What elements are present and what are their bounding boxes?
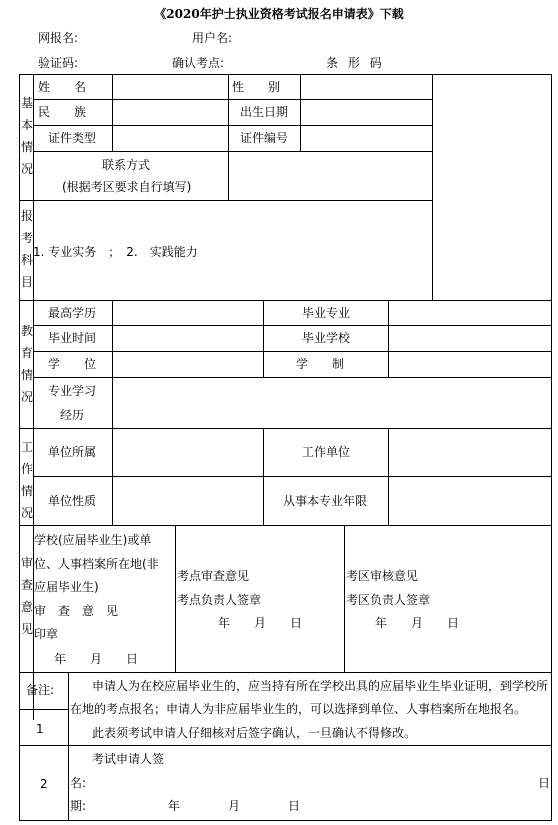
unit-label: 工作单位 [302, 445, 351, 459]
site-review-2: 考点负责人签章 [177, 593, 262, 607]
id-no-label: 证件编号 [240, 131, 289, 145]
degree-edu-label: 最高学历 [48, 306, 97, 320]
review-section-frame [19, 525, 552, 673]
id-no-field[interactable] [301, 126, 432, 151]
ethnicity-label: 民 族 [38, 105, 87, 119]
education-section-label: 教育情况 [20, 324, 33, 404]
ethnicity-field[interactable] [113, 100, 228, 125]
note-line-3: 此表须考试申请人仔细核对后签字确认，一旦确认不得修改。 [92, 726, 417, 740]
system-label: 学 制 [296, 357, 345, 371]
gender-field[interactable] [301, 75, 432, 99]
grad-school-label: 毕业学校 [302, 331, 351, 345]
captcha-label: 验证码: [38, 56, 79, 70]
contact-note: (根据考区要求自行填写) [62, 180, 192, 194]
note-line-2: 在地的考点报名；申请人为非应届毕业生的，可以选择到单位、人事档案所在地报名。 [70, 702, 527, 716]
note-number-2: 2 [40, 777, 48, 791]
school-review-3: 应届毕业生) [34, 580, 99, 594]
school-review-4: 审 查 意 见 [34, 604, 119, 618]
degree-label: 学 位 [48, 357, 97, 371]
sign-label: 考试申请人签 [92, 752, 165, 766]
sign-name-field[interactable] [92, 770, 532, 792]
site-review-1: 考点审查意见 [177, 569, 250, 583]
major-field[interactable] [389, 301, 551, 325]
area-review-2: 考区负责人签章 [346, 593, 431, 607]
degree-field[interactable] [113, 352, 263, 377]
system-field[interactable] [389, 352, 551, 377]
gender-label: 性 别 [232, 80, 281, 94]
id-type-field[interactable] [113, 126, 228, 151]
id-type-label: 证件类型 [48, 131, 97, 145]
note-line-1: 申请人为在校应届毕业生的，应当持有所在学校出具的应届毕业生毕业证明，到学校所 [92, 679, 549, 693]
page-title: 《2020年护士执业资格考试报名申请表》下载 [154, 7, 404, 21]
contact-label: 联系方式 [102, 158, 151, 172]
notes-label: 备注: [26, 683, 55, 697]
school-review-date: 年 月 日 [54, 652, 139, 666]
barcode-label: 条 形 码 [326, 56, 385, 70]
sign-name-label: 名: [70, 776, 87, 790]
contact-field[interactable] [229, 152, 432, 200]
school-review-2: 位、人事档案所在地(非 [34, 557, 159, 571]
unit-nature-field[interactable] [113, 477, 263, 525]
sign-period-label: 期: [70, 799, 87, 813]
notes-section-frame [19, 672, 552, 821]
sign-month-label: 月 [228, 799, 241, 813]
review-section-label: 审查意见 [20, 556, 33, 636]
unit-belong-field[interactable] [113, 429, 263, 476]
work-section-label: 工作情况 [20, 440, 33, 520]
basic-section-label: 基本情况 [20, 96, 33, 176]
years-field[interactable] [389, 477, 551, 525]
unit-nature-label: 单位性质 [48, 494, 97, 508]
grad-time-field[interactable] [113, 326, 263, 351]
study-label-1: 专业学习 [48, 384, 97, 398]
wangbaoming-label: 网报名: [38, 31, 79, 45]
site-review-date: 年 月 日 [218, 616, 303, 630]
area-review-date: 年 月 日 [375, 616, 460, 630]
school-review-5: 印章 [34, 627, 59, 641]
sign-year-label: 年 [168, 799, 181, 813]
unit-field[interactable] [389, 429, 551, 476]
study-label-2: 经历 [60, 408, 85, 422]
study-field[interactable] [113, 378, 551, 428]
name-field[interactable] [113, 75, 228, 99]
subjects-section-label: 报考科目 [20, 209, 33, 289]
area-review-1: 考区审核意见 [346, 569, 419, 583]
unit-belong-label: 单位所属 [48, 445, 97, 459]
sign-ri-label: 日 [538, 776, 551, 790]
note-number-1: 1 [36, 722, 44, 736]
degree-edu-field[interactable] [113, 301, 263, 325]
birth-label: 出生日期 [240, 105, 289, 119]
grad-school-field[interactable] [389, 326, 551, 351]
major-label: 毕业专业 [302, 306, 351, 320]
sign-day-label: 日 [288, 799, 301, 813]
name-label: 姓 名 [38, 80, 87, 94]
subjects-text: 1. 专业实务 ； 2. 实践能力 [33, 245, 198, 259]
username-label: 用户名: [192, 31, 233, 45]
birth-field[interactable] [301, 100, 432, 125]
exam-site-label: 确认考点: [172, 56, 225, 70]
photo-box [432, 74, 552, 301]
years-label: 从事本专业年限 [283, 494, 368, 508]
school-review-1: 学校(应届毕业生)或单 [34, 533, 152, 547]
grad-time-label: 毕业时间 [48, 331, 97, 345]
